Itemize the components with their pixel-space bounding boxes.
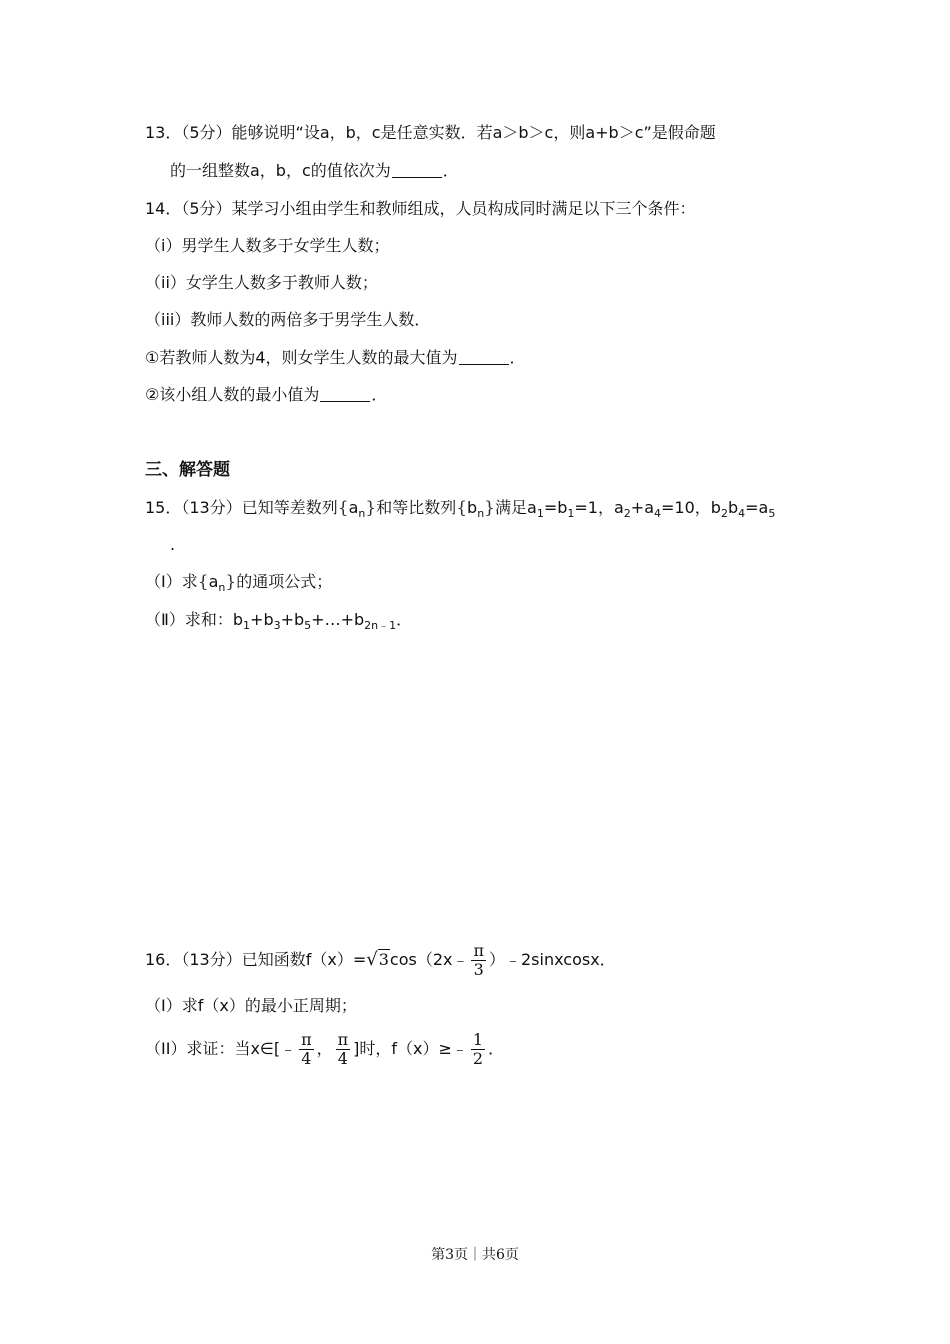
q15-part2-text: （Ⅱ）求和：b [145,610,244,629]
q15-part2-end: ． [396,610,413,629]
q16-end: ． [488,1039,505,1058]
q15-a2-sub: 2 [623,507,631,520]
q14-part1-text: ①若教师人数为4，则女学生人数的最大值为 [145,348,458,367]
q15-part2-sub3: 3 [273,619,281,632]
q16-sqrt3 [366,950,390,969]
q15-part2-plus5: +b [280,610,305,629]
q16-part2-text: （II）求证：当x∈[﹣ [145,1039,297,1058]
q13-answer-blank [392,161,442,178]
q15-eq10: =10，b [661,498,721,517]
q16-frac-neg-pi-over-4 [299,1031,314,1068]
q16-frac-half [471,1031,485,1068]
q14-part1 [145,347,526,369]
q15-part2-sub1: 1 [243,619,251,632]
q15-brace-close-b: } [484,498,495,518]
q16-prefix: 16．（13分）已知函数f（x）= [145,950,367,969]
q16-frac2-pi: π [337,1030,349,1049]
q15-part1 [145,571,332,593]
q15-b4-sub: 4 [738,507,746,520]
q15-part2-subn: 2n﹣1 [364,619,397,632]
q16-frac3-2: 2 [472,1049,484,1068]
q15-part2 [145,609,412,631]
q14-stem: 14．（5分）某学习小组由学生和教师组成，人员构成同时满足以下三个条件： [145,199,696,218]
q15-brace-close-a: } [365,498,377,518]
q15-part1-brace-close: } [225,572,237,592]
q16-frac1-pi: π [301,1030,312,1049]
q14-part2 [145,384,387,406]
q13-line2-end: ． [442,161,459,180]
q16-frac-3: 3 [473,960,484,979]
q14-part2-text: ②该小组人数的最小值为 [145,385,320,404]
q15-b2-sub: 2 [720,507,728,520]
q15-b4: b [727,498,739,517]
q15-eq-a: =a [745,498,769,517]
q15-part2-plus3: +b [250,610,274,629]
q15-part1-brace-open: { [197,572,209,592]
q15-eq1b: =1，a [574,498,624,517]
q15-mid: 和等比数列 [376,498,457,517]
q16-frac3-1: 1 [472,1030,484,1049]
q15-b1-sub: 1 [567,507,575,520]
q14-part2-blank [320,385,370,402]
q15-part1-text: （Ⅰ）求 [145,572,198,591]
q13-line2-text: 的一组整数a，b，c的值依次为 [170,161,391,180]
q15-a1: a [527,498,537,517]
q15-cond-text: 满足 [495,498,528,517]
q15-part1-end: 的通项公式； [236,572,333,591]
q15-stem [145,497,775,519]
q15-part2-dots: +…+b [311,610,365,629]
q16-frac2-4: 4 [337,1049,348,1068]
q16-frac-pi-over-4 [336,1031,351,1068]
q15-seq-a: a [348,498,359,517]
q16-part1: （I）求f（x）的最小正周期； [145,996,357,1015]
q14-part1-blank [459,348,509,365]
q16-sqrt-radicand: 3 [378,950,389,969]
q15-a5-sub: 5 [768,507,776,520]
q14-condition-3: （iii）教师人数的两倍多于男学生人数． [145,310,431,329]
q14-condition-2: （ii）女学生人数多于教师人数； [145,273,378,292]
q16-part2 [145,1027,504,1071]
q15-part1-seq-sub: n [218,581,226,594]
q16-cos-part: cos（2x﹣ [389,950,469,969]
q13-line1: 13．（5分）能够说明“设a，b，c是任意实数．若a＞b＞c，则a+b＞c”是假命题 [145,123,716,142]
q16-frac-pi: π [473,941,484,960]
q16-part2-mid: ]时，f（x）≥﹣ [353,1039,468,1058]
q15-brace-open-a: { [337,498,349,518]
page-footer: 第3页｜共6页 [431,1247,519,1263]
q15-part1-seq: a [208,572,219,591]
q16-frac1-4: 4 [301,1049,312,1068]
q16-tail: ）﹣2sinxcosx． [489,950,616,969]
q14-part1-end: ． [509,348,526,367]
q14-part2-end: ． [371,385,388,404]
section-heading: 三、解答题 [145,460,230,480]
q15-seq-a-sub: n [358,507,366,520]
q15-brace-open-b: { [456,498,468,518]
q16-frac-pi-over-3 [471,942,486,979]
q15-prefix: 15．（13分）已知等差数列 [145,498,338,517]
q15-eq1: =b [543,498,568,517]
q16-comma: ， [316,1039,333,1058]
q15-a4-sub: 4 [654,507,662,520]
q15-seq-b-sub: n [477,507,485,520]
q13-line2 [170,160,459,182]
q14-condition-1: （i）男学生人数多于女学生人数； [145,236,390,255]
q15-dot: . [170,535,176,554]
q15-seq-b: b [467,498,478,517]
q15-plus-a: +a [630,498,655,517]
q16-stem [145,938,616,982]
q16-sqrt-symbol: √ [366,949,378,970]
q15-part2-sub5: 5 [304,619,312,632]
q15-a1-sub: 1 [536,507,544,520]
